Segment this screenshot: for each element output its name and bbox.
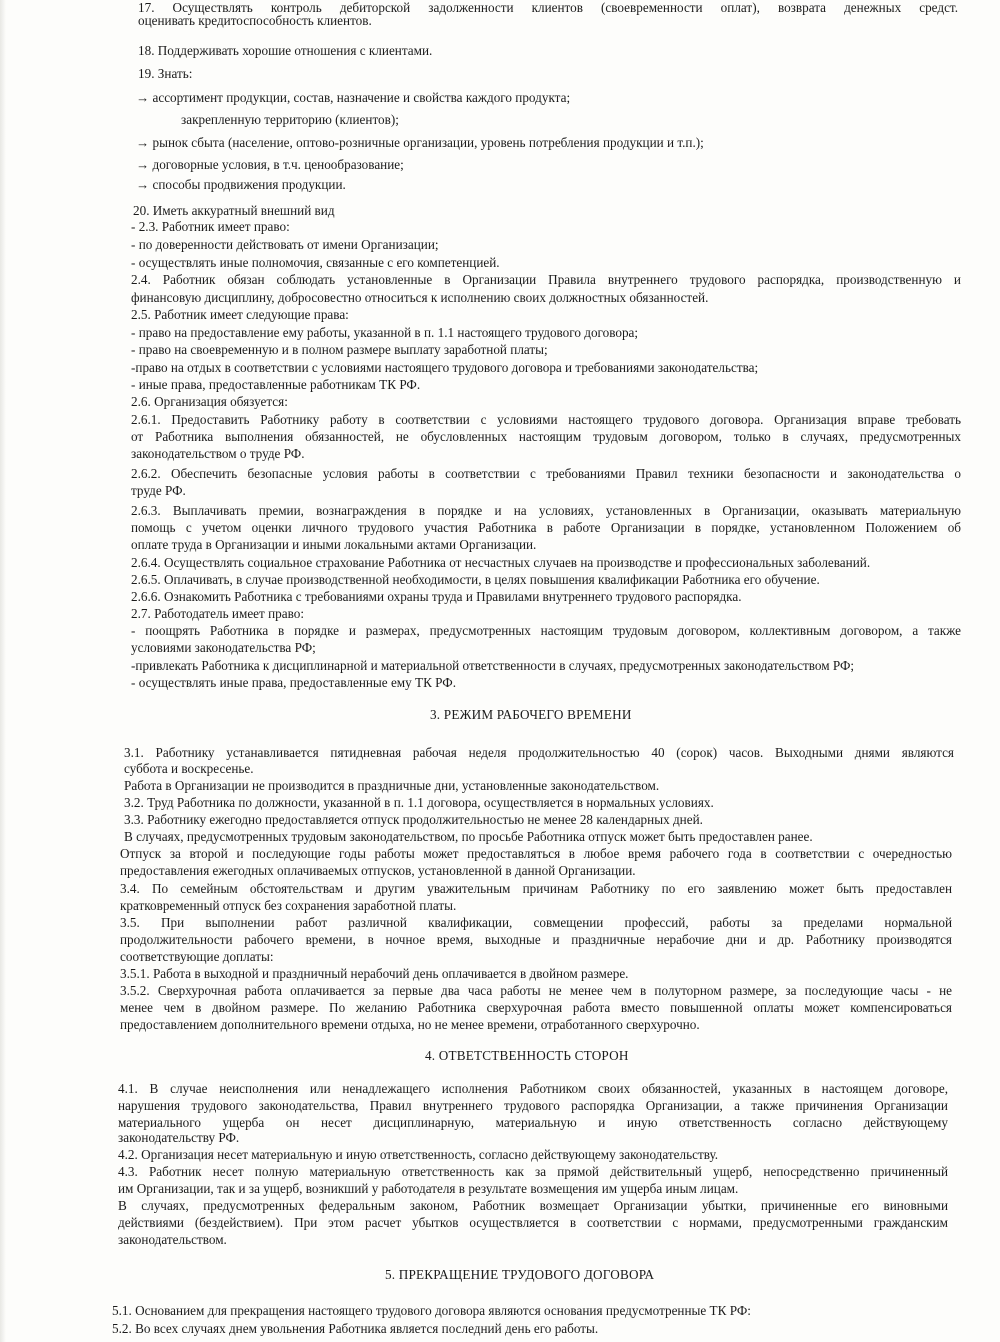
text-line: - иные права, предоставленные работникам ТК РФ. [131, 377, 421, 392]
text-line: 2.6.4. Осуществлять социальное страхование Работника от несчастных случаев на производстве и профессиональных заболеваний. [131, 555, 871, 570]
text-line: -привлекать Работника к дисциплинарной и материальной ответственности в случаях, предусмотренных законодательством РФ; [131, 658, 855, 673]
text-line: 2.6.2. Обеспечить безопасные условия работы в соответствии с требованиями Правил техники безопасности и законодательства о [131, 466, 961, 481]
text-line: 3.3. Работнику ежегодно предоставляется отпуск продолжительностью не менее 28 календарных дней. [124, 812, 703, 827]
text-line: → ассортимент продукции, состав, назначение и свойства каждого продукта; [136, 90, 571, 105]
scan-edge-shadow [0, 0, 6, 1342]
text-line: законодательству РФ. [118, 1130, 240, 1145]
text-line: 2.6.5. Оплачивать, в случае производственной необходимости, в целях повышения квалификации Работника его обучение. [131, 572, 820, 587]
text-line: 2.4. Работник обязан соблюдать установленные в Организации Правила внутреннего трудового распорядка, производственную и [131, 272, 961, 287]
text-line: предоставления ежегодных оплачиваемых отпусков, установленной в данной Организации. [120, 863, 636, 878]
text-line: 2.6.1. Предоставить Работнику работу в соответствии с условиями настоящего трудового договора. Организация вправе требовать [131, 412, 961, 427]
section-heading: 5. ПРЕКРАЩЕНИЕ ТРУДОВОГО ДОГОВОРА [385, 1267, 655, 1282]
text-line: 2.6.6. Ознакомить Работника с требованиями охраны труда и Правилами внутреннего трудового распорядка. [131, 589, 742, 604]
text-line: 4.3. Работник несет полную материальную ответственность как за прямой действительный ущерб, непосредственно причиненный [118, 1164, 948, 1179]
text-line: - осуществлять иные полномочия, связанные с его компетенцией. [131, 255, 500, 270]
text-line: 2.7. Работодатель имеет право: [131, 606, 304, 621]
text-line: 4.1. В случае неисполнения или ненадлежащего исполнения Работником своих обязанностей, указанных в настоящем договоре, [118, 1081, 948, 1096]
text-line: 2.6. Организация обязуется: [131, 394, 288, 409]
text-line: Работа в Организации не производится в праздничные дни, установленные законодательством. [124, 778, 660, 793]
text-line: 4.2. Организация несет материальную и иную ответственность, согласно действующему законодательству. [118, 1147, 719, 1162]
text-line: 3.5. При выполнении работ различной квалификации, совмещении профессий, работы за пределами нормальной [120, 915, 952, 930]
text-line: кратковременный отпуск без сохранения заработной платы. [120, 898, 457, 913]
text-line: продолжительности рабочего времени, в ночное время, выходные и праздничные нерабочие дни и др. Работнику производятся [120, 932, 952, 947]
text-line: нарушения трудового законодательства, Правил внутреннего трудового распорядка Организации, а также причинения Организации [118, 1098, 948, 1113]
text-line: 20. Иметь аккуратный внешний вид [133, 203, 335, 218]
text-line: → способы продвижения продукции. [136, 177, 346, 192]
text-line: Отпуск за второй и последующие годы работы может предоставляться в любое время рабочего года в соответствии с очередностью [120, 846, 952, 861]
text-line: 3.4. По семейным обстоятельствам и другим уважительным причинам Работнику по его заявлению может быть предоставлен [120, 881, 952, 896]
section-heading: 4. ОТВЕТСТВЕННОСТЬ СТОРОН [425, 1048, 629, 1063]
text-line: закрепленную территорию (клиентов); [181, 112, 399, 127]
text-line: оценивать кредитоспособность клиентов. [138, 13, 372, 28]
text-line: 5.1. Основанием для прекращения настоящего трудового договора являются основания предусмотренные ТК РФ: [112, 1303, 751, 1318]
text-line: - осуществлять иные права, предоставленные ему ТК РФ. [131, 675, 457, 690]
text-line: условиями законодательства РФ; [131, 640, 316, 655]
text-line: - поощрять Работника в порядке и размерах, предусмотренных настоящим трудовым договором, коллективным договором, а также [131, 623, 961, 638]
text-line: 18. Поддерживать хорошие отношения с клиентами. [138, 43, 433, 58]
text-line: 17. Осуществлять контроль дебиторской задолженности клиентов (своевременности оплат), возврата денежных средст. [138, 0, 958, 15]
text-line: менее чем в двойном размере. По желанию Работника сверхурочная работа вместо повышенной оплаты может компенсироваться [120, 1000, 952, 1015]
text-line: от Работника выполнения обязанностей, не обусловленных настоящим трудовым договором, только в случаях, предусмотренных [131, 429, 961, 444]
text-line: 19. Знать: [138, 66, 193, 81]
text-line: финансовую дисциплину, добросовестно относиться к исполнению своих должностных обязанностей. [131, 290, 709, 305]
text-line: -право на отдых в соответствии с условиями настоящего трудового договора и требованиями законодательства; [131, 360, 759, 375]
text-line: - 2.3. Работник имеет право: [131, 219, 290, 234]
text-line: → договорные условия, в т.ч. ценообразование; [136, 157, 404, 172]
text-line: законодательством. [118, 1232, 227, 1247]
text-line: → рынок сбыта (население, оптово-розничные организации, уровень потребления продукции и т.п.); [136, 135, 704, 150]
text-line: законодательством о труде РФ. [131, 446, 305, 461]
text-line: соответствующие доплаты: [120, 949, 274, 964]
text-line: 3.1. Работнику устанавливается пятидневная рабочая неделя продолжительностью 40 (сорок) часов. Выходными днями являются [124, 745, 954, 760]
text-line: В случаях, предусмотренных федеральным законом, Работник возмещает Организации убытки, причиненные его виновными [118, 1198, 948, 1213]
text-line: - право на предоставление ему работы, указанной в п. 1.1 настоящего трудового договора; [131, 325, 639, 340]
text-line: помощь с учетом оценки личного трудового участия Работника в работе Организации в порядке, установленном Положением об [131, 520, 961, 535]
text-line: 2.6.3. Выплачивать премии, вознаграждения в порядке и на условиях, установленных в Организации, оказывать материальную [131, 503, 961, 518]
text-line: 3.2. Труд Работника по должности, указанной в п. 1.1 договора, осуществляется в нормальных условиях. [124, 795, 714, 810]
text-line: действиями (бездействием). При этом расчет убытков осуществляется в соответствии с нормами, предусмотренными гражданским [118, 1215, 948, 1230]
text-line: 3.5.2. Сверхурочная работа оплачивается за первые два часа работы не менее чем в полуторном размере, за последующие часы - не [120, 983, 952, 998]
text-line: - по доверенности действовать от имени Организации; [131, 237, 439, 252]
text-line: им Организации, так и за ущерб, возникший у работодателя в результате возмещения им ущерба иным лицам. [118, 1181, 739, 1196]
text-line: оплате труда в Организации и иными локальными актами Организации. [131, 537, 537, 552]
text-line: 5.2. Во всех случаях днем увольнения Работника является последний день его работы. [112, 1321, 599, 1336]
text-line: - право на своевременную и в полном размере выплату заработной платы; [131, 342, 548, 357]
text-line: труде РФ. [131, 483, 186, 498]
text-line: суббота и воскресенье. [124, 761, 254, 776]
text-line: предоставлением дополнительного времени отдыха, но не менее времени, отработанного сверхурочно. [120, 1017, 700, 1032]
text-line: материального ущерба он несет дисциплинарную, материальную и иную ответственность согласно действующему [118, 1115, 948, 1130]
text-line: 2.5. Работник имеет следующие права: [131, 307, 349, 322]
text-line: 3.5.1. Работа в выходной и праздничный нерабочий день оплачивается в двойном размере. [120, 966, 629, 981]
section-heading: 3. РЕЖИМ РАБОЧЕГО ВРЕМЕНИ [430, 707, 632, 722]
text-line: В случаях, предусмотренных трудовым законодательством, по просьбе Работника отпуск может быть предоставлен ранее. [124, 829, 813, 844]
